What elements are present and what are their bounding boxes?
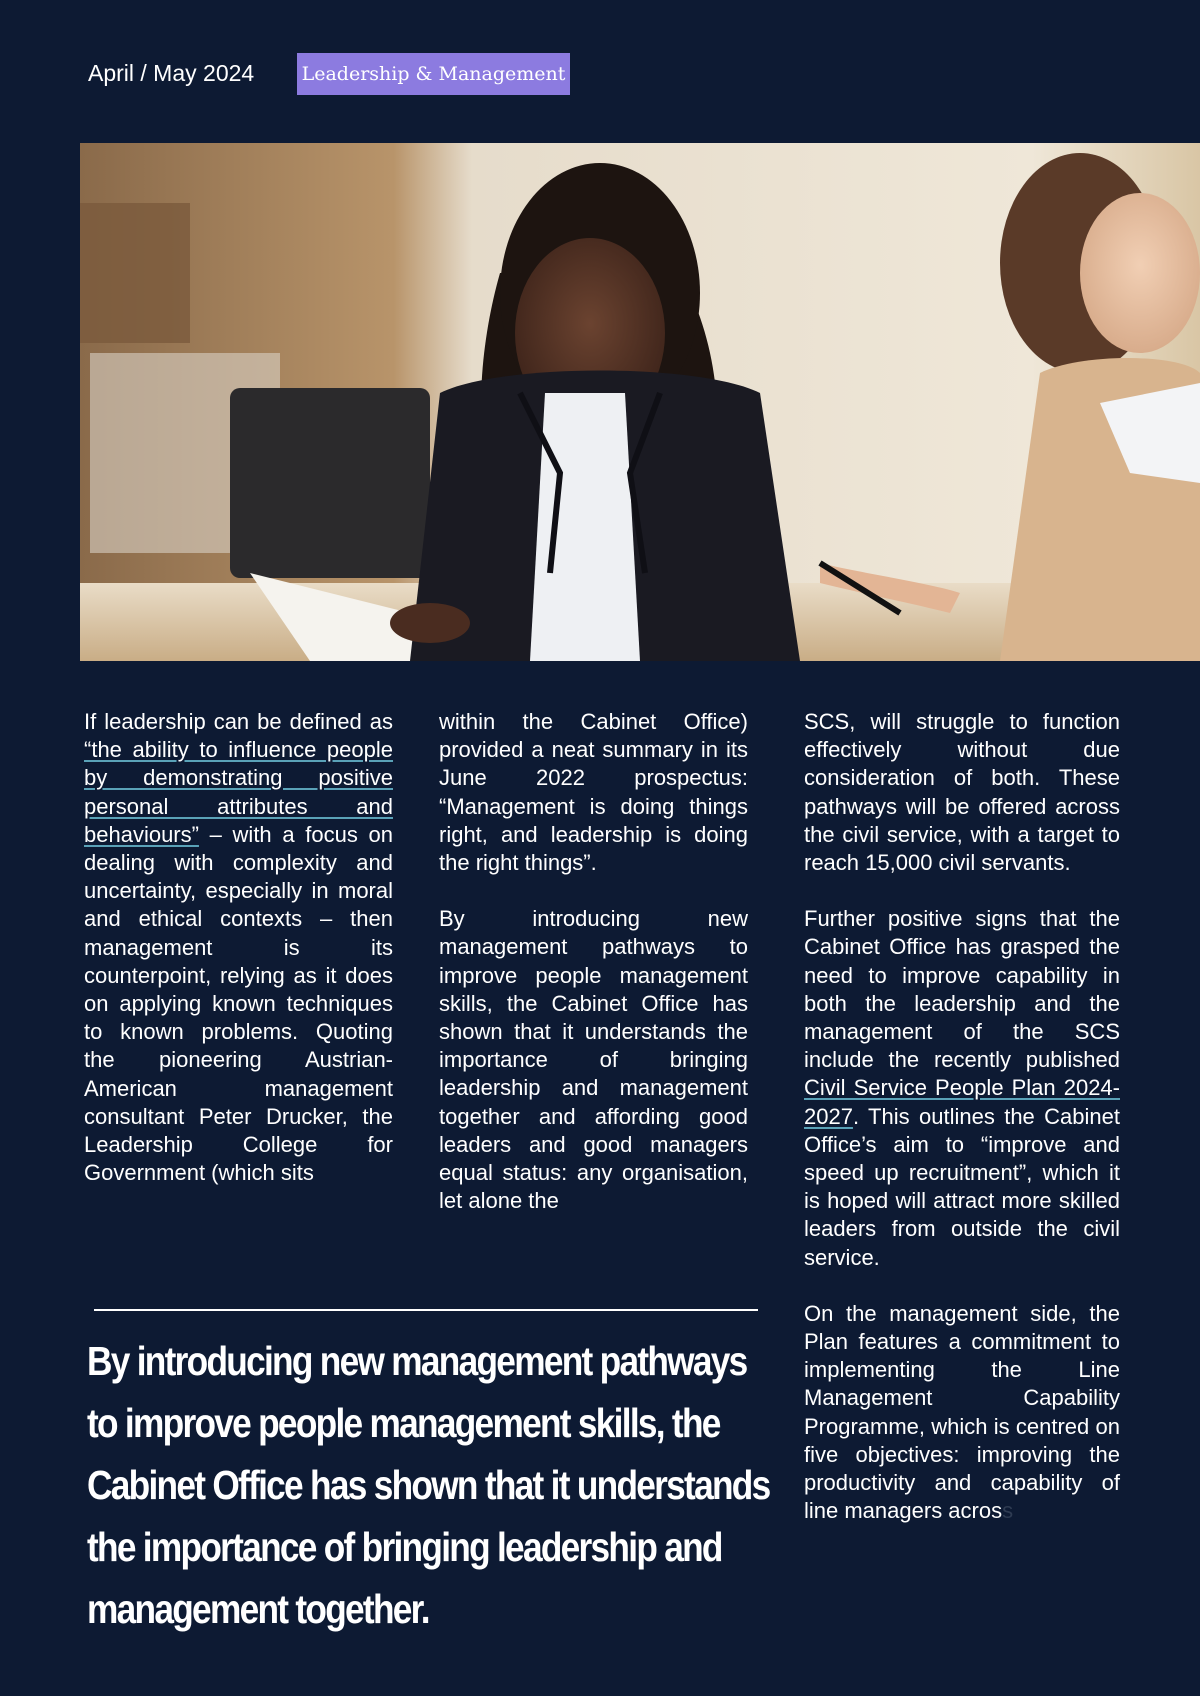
people-plan-link[interactable]: Civil Service People Plan 2024-2027 bbox=[804, 1075, 1120, 1129]
col1-text-a: If leadership can be defined as bbox=[84, 709, 393, 734]
col3-paragraph-3-fade: s bbox=[1002, 1498, 1014, 1524]
col3-paragraph-2-b: . This outlines the Cabinet Office’s aim to “improve and speed up recruitment”, which it is hoped will attract more skilled leaders from outside the civil service. bbox=[804, 1103, 1120, 1270]
issue-date: April / May 2024 bbox=[88, 60, 255, 86]
article-column-1 bbox=[84, 708, 393, 1215]
article-column-3 bbox=[804, 708, 1120, 1553]
article-column-2 bbox=[439, 708, 748, 1243]
col2-paragraph-2: By introducing new management pathways to improve people management skills, the Cabinet Office has shown that it understands the importance of bringing leadership and management together and affording good leaders and good managers equal status: any organisation, let alone the bbox=[439, 906, 748, 1214]
hero-photo bbox=[80, 143, 1200, 661]
col3-paragraph-3: On the management side, the Plan features a commitment to implementing the Line Management Capability Programme, which is centred on five objectives: improving the productivity and capability of line managers acros bbox=[804, 1300, 1120, 1524]
pull-quote-divider bbox=[94, 1309, 758, 1311]
col3-paragraph-2-a: Further positive signs that the Cabinet Office has grasped the need to improve capability in both the leadership and the management of the SCS include the recently published bbox=[804, 906, 1120, 1073]
col2-paragraph-1: within the Cabinet Office) provided a neat summary in its June 2022 prospectus: “Management is doing things right, and leadership is doing the right things”. bbox=[439, 709, 748, 876]
pull-quote: By introducing new management pathways to improve people management skills, the Cabinet Office has shown that it understands the importance of bringing leadership and management together. bbox=[87, 1338, 770, 1632]
leadership-definition-link[interactable]: “the ability to influence people by demonstrating positive personal attributes and behaviours” bbox=[84, 737, 393, 847]
col1-text-b: – with a focus on dealing with complexity and uncertainty, especially in moral and ethical contexts – then management is its counterpoint, relying as it does on applying known techniques to known problems. Quoting the pioneering Austrian-American management consultant Peter Drucker, the Leadership College for Government (which sits bbox=[84, 821, 393, 1186]
section-tag: Leadership & Management bbox=[297, 53, 570, 95]
col3-paragraph-1: SCS, will struggle to function effectively without due consideration of both. These pathways will be offered across the civil service, with a target to reach 15,000 civil servants. bbox=[804, 709, 1120, 876]
